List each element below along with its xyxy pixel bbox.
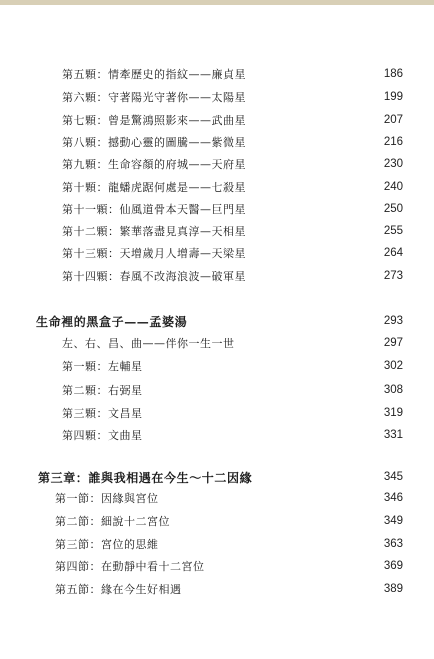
toc-entry-title: 第七顆：曾是驚鴻照影來——武曲星: [62, 114, 246, 127]
toc-entry-title: 第十顆：龍蟠虎踞何處是——七殺星: [62, 181, 246, 194]
toc-entry-title: 第二節：細說十二宮位: [55, 515, 170, 528]
chapter-heading-title: 第三章：誰與我相遇在今生～十二因緣: [38, 470, 253, 485]
toc-entry-title: 第一顆：左輔星: [62, 360, 143, 373]
toc-entry-page: 331: [383, 429, 403, 441]
toc-entry-title: 第八顆：撼動心靈的圖騰——紫微星: [62, 136, 246, 149]
toc-entry-title: 左、右、昌、曲——伴你一生一世: [62, 337, 235, 350]
toc-entry-page: 199: [383, 91, 403, 103]
chapter-heading-page: 345: [383, 471, 403, 483]
toc-entry[interactable]: [0, 243, 434, 263]
toc-entry-page: 186: [383, 68, 403, 80]
toc-entry-page: 363: [383, 538, 403, 550]
section-heading-title: 生命裡的黑盒子——孟婆湯: [36, 314, 188, 329]
toc-section-heading[interactable]: [0, 311, 434, 331]
toc-entry-page: 319: [383, 407, 403, 419]
toc-entry-title: 第十三顆：天增歲月人增壽—天梁星: [62, 247, 246, 260]
toc-chapter-heading[interactable]: [0, 467, 434, 487]
toc-entry-title: 第五顆：情牽歷史的指紋——廉貞星: [62, 68, 246, 81]
toc-entry[interactable]: [0, 221, 434, 241]
toc-entry-page: 240: [383, 181, 403, 193]
toc-entry[interactable]: [0, 87, 434, 107]
toc-entry-page: 346: [383, 492, 403, 504]
toc-entry-title: 第十一顆：仙風道骨本天醫—巨門星: [62, 203, 246, 216]
toc-entry[interactable]: [0, 579, 434, 599]
toc-entry[interactable]: [0, 556, 434, 576]
toc-entry[interactable]: [0, 356, 434, 376]
toc-entry-title: 第六顆：守著陽光守著你——太陽星: [62, 91, 246, 104]
toc-entry-page: 308: [383, 384, 403, 396]
toc-entry-title: 第十二顆：繁華落盡見真淳—天相星: [62, 225, 246, 238]
toc-entry-title: 第一節：因緣與宮位: [55, 492, 159, 505]
toc-entry-page: 216: [383, 136, 403, 148]
toc-entry-title: 第五節：緣在今生好相遇: [55, 583, 182, 596]
toc-entry-title: 第三節：宮位的思維: [55, 538, 159, 551]
toc-entry[interactable]: [0, 266, 434, 286]
toc-entry[interactable]: [0, 154, 434, 174]
toc-entry-page: 264: [383, 247, 403, 259]
toc-entry-page: 389: [383, 583, 403, 595]
toc-entry-page: 250: [383, 203, 403, 215]
toc-entry[interactable]: [0, 333, 434, 353]
toc-entry-page: 349: [383, 515, 403, 527]
toc-entry-page: 297: [383, 337, 403, 349]
toc-entry-title: 第四顆：文曲星: [62, 429, 143, 442]
toc-entry-title: 第四節：在動靜中看十二宮位: [55, 560, 205, 573]
toc-entry[interactable]: [0, 199, 434, 219]
toc-entry-page: 302: [383, 360, 403, 372]
toc-entry-title: 第三顆：文昌星: [62, 407, 143, 420]
toc-entry[interactable]: [0, 488, 434, 508]
toc-entry-page: 230: [383, 158, 403, 170]
toc-entry[interactable]: [0, 64, 434, 84]
toc-entry[interactable]: [0, 534, 434, 554]
toc-entry-title: 第十四顆：春風不改海浪波—破軍星: [62, 270, 246, 283]
toc-entry-title: 第二顆：右弼星: [62, 384, 143, 397]
toc-entry[interactable]: [0, 110, 434, 130]
toc-entry[interactable]: [0, 403, 434, 423]
toc-entry-page: 369: [383, 560, 403, 572]
section-heading-page: 293: [383, 315, 403, 327]
toc-entry-page: 255: [383, 225, 403, 237]
toc-entry-page: 207: [383, 114, 403, 126]
toc-entry[interactable]: [0, 511, 434, 531]
toc-entry-page: 273: [383, 270, 403, 282]
toc-entry[interactable]: [0, 177, 434, 197]
toc-entry[interactable]: [0, 425, 434, 445]
toc-entry[interactable]: [0, 132, 434, 152]
toc-entry[interactable]: [0, 380, 434, 400]
toc-entry-title: 第九顆：生命容顏的府城——天府星: [62, 158, 246, 171]
